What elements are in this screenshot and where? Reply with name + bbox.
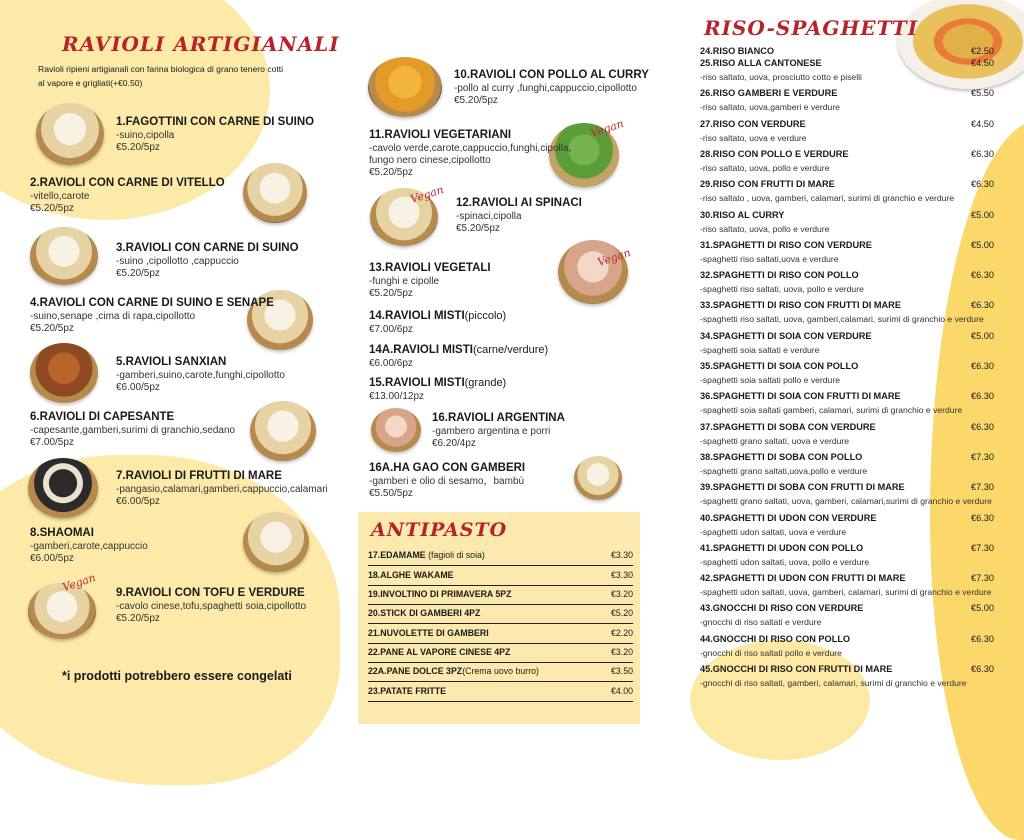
item-size: (grande) <box>464 377 507 389</box>
item-price: €6.30 <box>971 512 994 523</box>
item-price: €5.20/5pz <box>30 202 74 214</box>
riso-row <box>700 88 994 102</box>
item-name: 30.RISO AL CURRY <box>700 209 785 220</box>
item-price: €6.30 <box>971 148 994 159</box>
item-name: 40.SPAGHETTI DI UDON CON VERDURE <box>700 512 877 523</box>
riso-row <box>700 149 994 163</box>
item-desc: -riso saltato , uova, gamberi, calamari, surimi di granchio e verdure <box>700 193 955 204</box>
divider <box>368 565 633 566</box>
item-name: 36.SPAGHETTI DI SOIA CON FRUTTI DI MARE <box>700 391 901 402</box>
item-name: 35.SPAGHETTI DI SOIA CON POLLO <box>700 361 859 371</box>
menu-item <box>369 344 548 370</box>
item-name: 1.FAGOTTINI CON CARNE DI SUINO <box>116 116 315 128</box>
dumpling-image <box>371 408 421 452</box>
item-desc: -cavolo cinese,tofu,spaghetti soia,cipollotto <box>116 600 307 612</box>
item-price: €3.30 <box>610 570 633 580</box>
riso-row <box>700 270 994 284</box>
item-price: €5.20/5pz <box>116 267 160 279</box>
riso-row <box>700 664 994 678</box>
item-name: 18.ALGHE WAKAME <box>368 570 454 580</box>
item-name: 29.RISO CON FRUTTI DI MARE <box>700 179 835 190</box>
riso-row <box>700 543 994 557</box>
item-price: €5.20/5pz <box>116 612 160 624</box>
item-price: €4.50 <box>971 118 994 129</box>
item-price: €6.00/6pz <box>369 357 413 369</box>
item-desc: -gamberi,suino,carote,funghi,cipollotto <box>116 369 285 381</box>
item-price: €5.20 <box>610 608 633 618</box>
item-price: €6.30 <box>971 300 994 311</box>
item-desc: -spaghetti soia saltati e verdure <box>700 344 820 355</box>
menu-item <box>116 116 314 154</box>
frozen-note: *i prodotti potrebbero essere congelati <box>62 669 292 683</box>
item-desc: -spaghetti soia saltati gamberi, calamari, surimi di granchio e verdure <box>700 405 963 416</box>
item-price: €6.00/5pz <box>116 495 160 507</box>
item-price: €13.00/12pz <box>369 390 425 402</box>
item-price: €5.20/5pz <box>454 94 498 106</box>
item-name: 39.SPAGHETTI DI SOBA CON FRUTTI DI MARE <box>700 482 905 493</box>
dumpling-image <box>30 343 98 403</box>
item-desc: -spaghetti soia saltati pollo e verdure <box>700 375 840 385</box>
divider <box>368 623 633 624</box>
item-desc: -riso saltato, uova,gamberi e verdure <box>700 102 840 113</box>
item-price: €6.30 <box>971 391 994 402</box>
item-price: €6.30 <box>971 179 994 190</box>
item-price: €6.30 <box>971 664 994 674</box>
divider <box>368 681 633 682</box>
item-name: 15.RAVIOLI MISTI <box>369 377 465 389</box>
item-desc: -spaghetti udon saltati, uova e verdure <box>700 526 847 537</box>
item-desc: -riso saltato, uova, pollo e verdure <box>700 162 830 173</box>
riso-row <box>700 331 994 345</box>
item-desc: -spinaci,cipolla <box>456 210 522 222</box>
intro-line: Ravioli ripieni artigianali con farina biologica di grano tenero cotti <box>38 64 284 74</box>
ravioli-title: RAVIOLI ARTIGIANALI <box>62 32 340 56</box>
menu-item <box>369 129 571 179</box>
riso-row <box>700 603 994 617</box>
item-name: 14A.RAVIOLI MISTI <box>369 344 473 356</box>
item-price: €5.00 <box>971 330 994 341</box>
item-name: 5.RAVIOLI SANXIAN <box>116 356 227 368</box>
item-price: €7.00/5pz <box>30 436 74 448</box>
item-price: €6.00/5pz <box>116 381 160 393</box>
antipasto-row <box>368 589 633 599</box>
item-price: €3.20 <box>610 647 633 657</box>
menu-item <box>116 356 285 394</box>
dumpling-image <box>30 227 98 285</box>
item-note: (Crema uovo burro) <box>462 666 539 676</box>
riso-row <box>700 513 994 527</box>
item-price: €5.20/5pz <box>369 166 413 178</box>
item-name: 21.NUVOLETTE DI GAMBERI <box>368 628 489 638</box>
item-price: €7.30 <box>971 482 994 493</box>
item-name: 22A.PANE DOLCE 3PZ <box>368 666 463 676</box>
item-price: €7.00/6pz <box>369 323 413 335</box>
divider <box>368 701 633 702</box>
dumpling-image <box>28 583 96 639</box>
item-name: 23.PATATE FRITTE <box>368 686 447 696</box>
antipasto-row <box>368 686 633 696</box>
antipasto-row <box>368 647 633 657</box>
riso-row <box>700 422 994 436</box>
item-size: (piccolo) <box>464 310 507 322</box>
item-name: 28.RISO CON POLLO E VERDURE <box>700 148 849 159</box>
dumpling-image <box>368 57 442 117</box>
item-name: 24.RISO BIANCO <box>700 46 775 56</box>
dumpling-image <box>243 163 307 223</box>
menu-item <box>369 462 525 500</box>
item-name: 33.SPAGHETTI DI RISO CON FRUTTI DI MARE <box>700 300 901 311</box>
item-price: €6.30 <box>971 270 994 281</box>
antipasto-title: ANTIPASTO <box>371 519 508 541</box>
item-desc: -spaghetti grano saltati,uova,pollo e verdure <box>700 465 868 476</box>
item-price: €5.50/5pz <box>369 487 413 499</box>
ravioli-intro <box>38 63 283 91</box>
item-price: €2.50 <box>971 46 994 56</box>
item-desc: -gamberi,carote,cappuccio <box>30 540 148 552</box>
vegan-badge: Vegan <box>408 183 446 206</box>
item-price: €3.30 <box>610 550 633 560</box>
menu-item <box>116 587 306 625</box>
item-price: €3.50 <box>610 666 633 676</box>
riso-row <box>700 58 994 72</box>
item-desc: -gamberi e olio di sesamo，bambù <box>369 475 525 487</box>
item-name: 22.PANE AL VAPORE CINESE 4PZ <box>368 647 511 657</box>
item-size: (carne/verdure) <box>472 344 549 356</box>
dumpling-image <box>243 512 309 572</box>
item-name: 12.RAVIOLI AI SPINACI <box>456 197 582 209</box>
item-name: 8.SHAOMAI <box>30 527 94 539</box>
item-name: 32.SPAGHETTI DI RISO CON POLLO <box>700 270 859 281</box>
item-price: €5.20/5pz <box>30 322 74 334</box>
item-name: 7.RAVIOLI DI FRUTTI DI MARE <box>116 470 282 482</box>
item-desc: -suino,senape ,cima di rapa,cipollotto <box>30 310 196 322</box>
riso-row <box>700 179 994 193</box>
item-desc: -cavolo verde,carote,cappuccio,funghi,cipolla, <box>369 142 572 154</box>
riso-row <box>700 482 994 496</box>
item-desc: -funghi e cipolle <box>369 275 440 287</box>
menu-item <box>30 527 148 565</box>
item-name: 17.EDAMAME <box>368 550 426 560</box>
menu-item <box>116 470 328 508</box>
item-name: 6.RAVIOLI DI CAPESANTE <box>30 411 175 423</box>
item-name: 45.GNOCCHI DI RISO CON FRUTTI DI MARE <box>700 664 893 674</box>
item-name: 41.SPAGHETTI DI UDON CON POLLO <box>700 542 864 553</box>
item-price: €7.30 <box>971 451 994 462</box>
item-price: €7.30 <box>971 542 994 553</box>
item-desc: -riso saltato, uova e verdure <box>700 132 807 143</box>
background-blob <box>690 640 870 760</box>
item-desc: -gambero argentina e porri <box>432 425 551 437</box>
menu-item <box>369 377 506 403</box>
divider <box>368 662 633 663</box>
menu-item <box>456 197 582 235</box>
item-name: 19.INVOLTINO DI PRIMAVERA 5PZ <box>368 589 512 599</box>
menu-item <box>30 177 225 215</box>
antipasto-row <box>368 550 633 560</box>
riso-row <box>700 210 994 224</box>
divider <box>368 585 633 586</box>
riso-row <box>700 573 994 587</box>
item-desc: -capesante,gamberi,surimi di granchio,sedano <box>30 424 236 436</box>
item-price: €5.20/5pz <box>116 141 160 153</box>
riso-title: RISO-SPAGHETTI <box>704 16 919 40</box>
item-price: €5.20/5pz <box>369 287 413 299</box>
dumpling-image <box>36 103 104 165</box>
item-name: 9.RAVIOLI CON TOFU E VERDURE <box>116 587 305 599</box>
menu-item <box>30 297 274 335</box>
menu-item <box>116 242 299 280</box>
dumpling-image <box>574 456 622 500</box>
menu-item <box>454 69 649 107</box>
item-desc: -spaghetti udon saltati, uova, pollo e verdure <box>700 556 870 567</box>
item-desc: -riso saltato, uova, prosciutto cotto e piselli <box>700 72 862 82</box>
item-note: (fagioli di soia) <box>425 550 485 560</box>
item-name: 16.RAVIOLI ARGENTINA <box>432 412 565 424</box>
item-name: 20.STICK DI GAMBERI 4PZ <box>368 608 481 618</box>
item-desc: -pangasio,calamari,gamberi,cappuccio,calamari <box>116 483 328 495</box>
item-price: €4.00 <box>610 686 633 696</box>
antipasto-row <box>368 608 633 618</box>
item-name: 42.SPAGHETTI DI UDON CON FRUTTI DI MARE <box>700 573 906 584</box>
item-name: 11.RAVIOLI VEGETARIANI <box>369 129 512 141</box>
menu-item <box>369 262 491 300</box>
vegan-badge: Vegan <box>588 117 626 140</box>
item-desc: -gnocchi di riso saltati pollo e verdure <box>700 647 842 658</box>
item-name: 25.RISO ALLA CANTONESE <box>700 58 822 68</box>
item-name: 31.SPAGHETTI DI RISO CON VERDURE <box>700 239 872 250</box>
item-price: €7.30 <box>971 573 994 584</box>
item-name: 38.SPAGHETTI DI SOBA CON POLLO <box>700 451 863 462</box>
item-name: 26.RISO GAMBERI E VERDURE <box>700 88 838 99</box>
item-name: 37.SPAGHETTI DI SOBA CON VERDURE <box>700 421 876 432</box>
item-name: 34.SPAGHETTI DI SOIA CON VERDURE <box>700 330 872 341</box>
item-desc: -spaghetti riso saltati, uova, pollo e verdure <box>700 284 864 295</box>
item-price: €5.00 <box>971 603 994 614</box>
menu-item <box>30 411 235 449</box>
riso-row <box>700 240 994 254</box>
dumpling-image <box>28 458 98 518</box>
item-desc: -spaghetti grano saltati, uova, gamberi, calamari,surimi di granchio e verdure <box>700 496 992 507</box>
riso-row <box>700 391 994 405</box>
antipasto-row <box>368 570 633 580</box>
item-price: €6.30 <box>971 421 994 432</box>
item-desc: -suino ,cipollotto ,cappuccio <box>116 255 239 267</box>
item-price: €4.50 <box>971 58 994 68</box>
item-name: 13.RAVIOLI VEGETALI <box>369 262 491 274</box>
item-name: 2.RAVIOLI CON CARNE DI VITELLO <box>30 177 225 189</box>
item-price: €3.20 <box>610 589 633 599</box>
riso-row <box>700 361 994 375</box>
menu-item <box>432 412 565 450</box>
item-price: €6.00/5pz <box>30 552 74 564</box>
riso-row <box>700 300 994 314</box>
item-price: €5.00 <box>971 239 994 250</box>
item-desc: -spaghetti udon saltati, uova, gamberi, calamari, surimi di granchio e verdure <box>700 587 992 598</box>
item-desc: -pollo al curry ,funghi,cappuccio,cipollotto <box>454 82 637 94</box>
item-name: 43.GNOCCHI DI RISO CON VERDURE <box>700 603 864 614</box>
divider <box>368 643 633 644</box>
item-desc: -spaghetti riso saltati, uova, gamberi,calamari, surimi di granchio e verdure <box>700 314 984 325</box>
item-desc: -gnocchi di riso saltati, gamberi, calamari, surimi di granchio e verdure <box>700 678 967 688</box>
item-price: €5.00 <box>971 209 994 220</box>
item-price: €5.20/5pz <box>456 222 500 234</box>
item-price: €2.20 <box>610 628 633 638</box>
item-desc: -gnocchi di riso saltati e verdure <box>700 617 822 628</box>
item-name: 16A.HA GAO CON GAMBERI <box>369 462 526 474</box>
riso-row <box>700 634 994 648</box>
dumpling-image <box>250 401 316 461</box>
antipasto-row <box>368 666 633 676</box>
item-name: 10.RAVIOLI CON POLLO AL CURRY <box>454 69 649 81</box>
item-name: 27.RISO CON VERDURE <box>700 118 806 129</box>
item-desc: -riso saltato, uova, pollo e verdure <box>700 223 830 234</box>
item-name: 3.RAVIOLI CON CARNE DI SUINO <box>116 242 299 254</box>
item-name: 44.GNOCCHI DI RISO CON POLLO <box>700 633 851 644</box>
vegan-badge: Vegan <box>595 246 633 269</box>
item-desc: -spaghetti riso saltati,uova e verdure <box>700 253 839 264</box>
divider <box>368 604 633 605</box>
item-price: €6.20/4pz <box>432 437 476 449</box>
item-price: €6.30 <box>971 361 994 371</box>
riso-row <box>700 452 994 466</box>
item-price: €6.30 <box>971 633 994 644</box>
item-desc: -suino,cipolla <box>116 129 175 141</box>
item-desc: -spaghetti grano saltati, uova e verdure <box>700 435 850 446</box>
riso-row <box>700 119 994 133</box>
vegan-badge: Vegan <box>60 571 98 594</box>
item-name: 14.RAVIOLI MISTI <box>369 310 465 322</box>
item-desc: fungo nero cinese,cipollotto <box>369 154 491 166</box>
item-desc: -vitello,carote <box>30 190 90 202</box>
antipasto-row <box>368 628 633 638</box>
item-name: 4.RAVIOLI CON CARNE DI SUINO E SENAPE <box>30 297 274 309</box>
item-price: €5.50 <box>971 88 994 99</box>
intro-line: al vapore e grigliati(+€0.50) <box>38 77 143 88</box>
menu-item <box>369 310 506 336</box>
